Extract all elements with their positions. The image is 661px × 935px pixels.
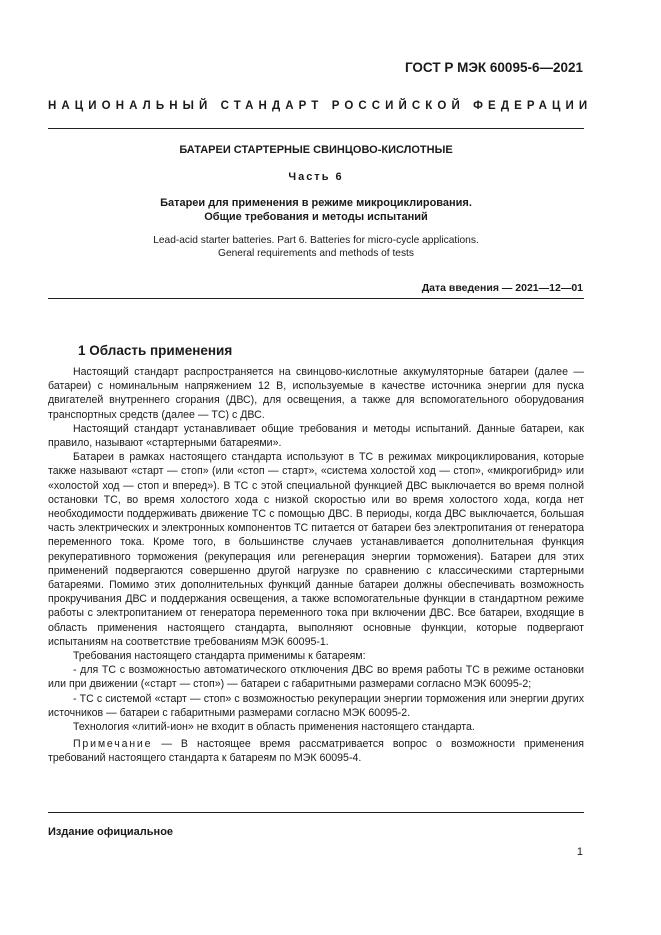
paragraph: Требования настоящего стандарта применимы к батареям:: [73, 650, 366, 663]
national-standard-heading: НАЦИОНАЛЬНЫЙ СТАНДАРТ РОССИЙСКОЙ ФЕДЕРАЦИИ: [48, 100, 593, 112]
document-title: БАТАРЕИ СТАРТЕРНЫЕ СВИНЦОВО-КИСЛОТНЫЕ: [179, 144, 453, 156]
subtitle-line-2: Общие требования и методы испытаний: [204, 211, 428, 223]
subtitle-line-1: Батареи для применения в режиме микроциклирования.: [160, 197, 472, 209]
paragraph: Настоящий стандарт устанавливает общие требования и методы испытаний. Данные батареи, как правило, называют «стартерными батареями».: [48, 422, 584, 450]
paragraph: Технология «литий-ион» не входит в область применения настоящего стандарта.: [73, 721, 475, 734]
note-text: — В настоящее время рассматривается вопрос о возможности применения требований настоящего стандарта к батареям по МЭК 60095-4.: [48, 738, 584, 765]
section-heading: 1 Область применения: [78, 343, 233, 358]
paragraph: Настоящий стандарт распространяется на свинцово-кислотные аккумуляторные батареи (далее — батареи) с номинальным напряжением 12 В, используемые в качестве источника энергии для пуска двигателей внутреннего сгорания (ДВС), для освещения, а также для вспомогательного оборудования транспортных средств (далее — ТС) с ДВС.: [48, 366, 584, 421]
standard-id: ГОСТ Р МЭК 60095-6—2021: [404, 60, 583, 75]
english-title-line-1: Lead-acid starter batteries. Part 6. Batteries for micro-cycle applications.: [153, 235, 479, 246]
footer-divider: [48, 812, 584, 813]
introduction-date: Дата введения — 2021—12—01: [421, 282, 583, 294]
document-subtitle: [48, 196, 584, 224]
english-title: [48, 234, 584, 260]
note: [48, 737, 584, 765]
paragraph: Батареи в рамках настоящего стандарта используют в ТС в режимах микроциклирования, которые также называют «старт — стоп» (или «стоп — старт», «система холостой ход — стоп», «микрогибрид» или «холостой ход — стоп и вперед»). В ТС с этой специальной функцией ДВС выключается во время полной остановки ТС, во время холостого хода с низкой скоростью или во время холостого хода, когда нет необходимости поддерживать движение ТС с помощью ДВС. В периоды, когда ДВС выключается, большая часть электрических и электронных компонентов ТС питается от батареи без электропитания от генератора переменного тока. Кроме того, в большинстве случаев устанавливается дополнительная функция рекуперативного торможения (рекуперация или регенерация энергии торможения). Батареи для этих применений подвергаются совершенно другой нагрузке по сравнению с классическими стартерными батареями. Помимо этих дополнительных функций данные батареи должны обеспечивать возможность прокручивания ДВС и поддержания освещения, а также вспомогательные функции в стандартном режиме работы с электропитанием от генератора переменного тока при включении ДВС. Все батареи, входящие в область применения настоящего стандарта, выполняют основные функции, которые подвергают испытаниям на соответствие требованиям МЭК 60095-1.: [48, 451, 584, 648]
list-item: - для ТС с возможностью автоматического отключения ДВС во время работы ТС в режиме остановки или при движении («старт — стоп») — батареи с габаритными размерами согласно МЭК 60095-2;: [48, 664, 584, 691]
page-number: 1: [576, 846, 583, 858]
header-divider: [48, 128, 584, 129]
part-label: Часть 6: [288, 171, 344, 183]
date-divider: [48, 298, 584, 299]
note-label: Примечание: [73, 738, 153, 751]
official-edition-label: Издание официальное: [48, 826, 174, 838]
list-item: - ТС с системой «старт — стоп» с возможностью рекуперации энергии торможения или энергии других источников — батареи с габаритными размерами согласно МЭК 60095-2.: [48, 692, 584, 719]
section-body: [48, 365, 584, 766]
english-title-line-2: General requirements and methods of tests: [218, 248, 414, 259]
